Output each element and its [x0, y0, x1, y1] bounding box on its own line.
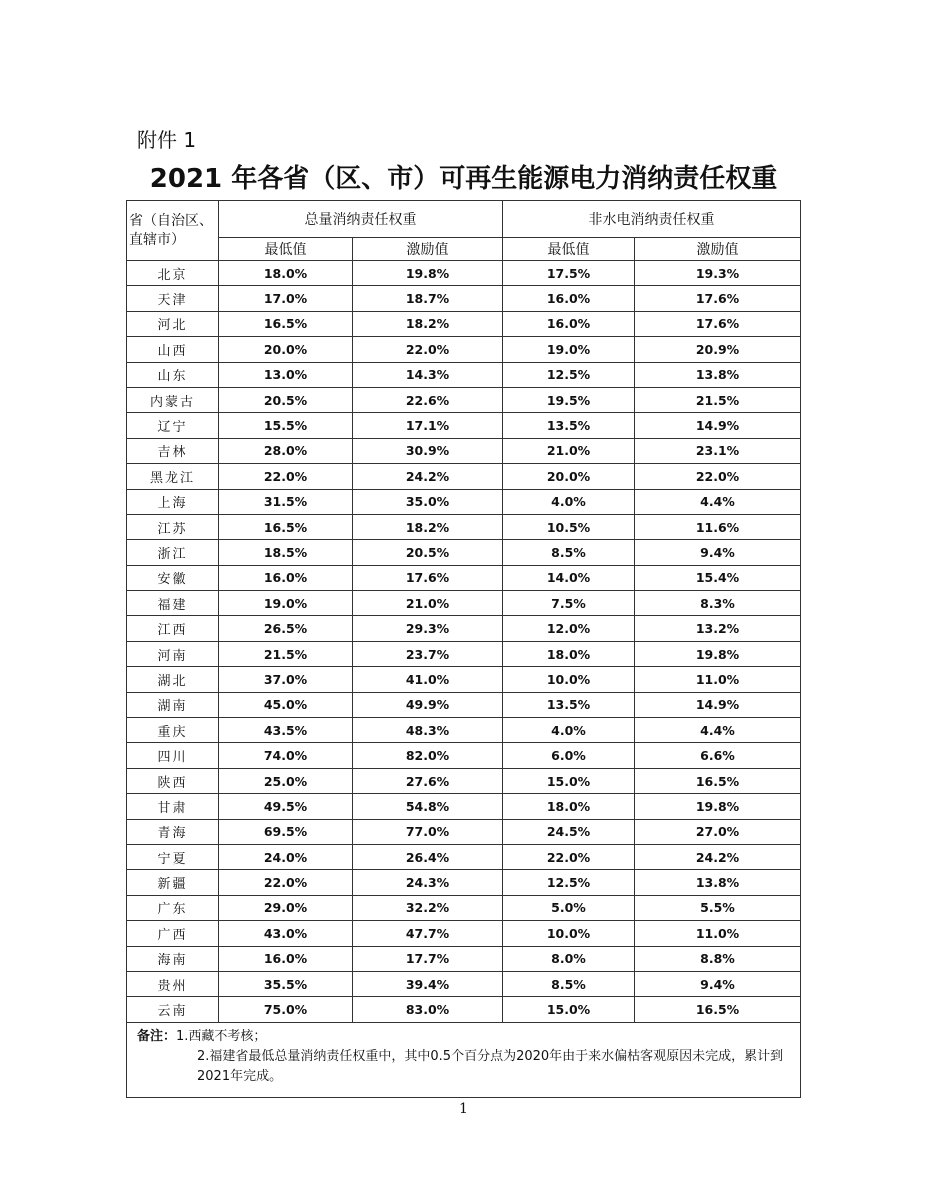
table-row: [127, 311, 801, 336]
total-incentive-cell: 48.3%: [353, 718, 503, 743]
total-incentive-cell: 21.0%: [353, 591, 503, 616]
total-min-cell: 19.0%: [219, 591, 353, 616]
province-cell: 浙江: [127, 540, 219, 565]
table-row: [127, 616, 801, 641]
table-row: [127, 438, 801, 463]
nonhydro-min-header: 最低值: [503, 238, 635, 261]
nonhydro-min-cell: 21.0%: [503, 438, 635, 463]
table-row: [127, 337, 801, 362]
table-header-row-2: [127, 238, 801, 261]
nonhydro-min-cell: 12.0%: [503, 616, 635, 641]
nonhydro-min-cell: 12.5%: [503, 870, 635, 895]
province-cell: 云南: [127, 997, 219, 1022]
total-incentive-cell: 17.1%: [353, 413, 503, 438]
nonhydro-min-cell: 15.0%: [503, 997, 635, 1022]
table-row: [127, 514, 801, 539]
table-row: [127, 794, 801, 819]
nonhydro-incentive-cell: 4.4%: [635, 718, 801, 743]
total-min-cell: 74.0%: [219, 743, 353, 768]
total-min-cell: 43.5%: [219, 718, 353, 743]
province-cell: 湖北: [127, 667, 219, 692]
weights-table: [126, 200, 801, 1098]
total-incentive-cell: 30.9%: [353, 438, 503, 463]
nonhydro-incentive-cell: 17.6%: [635, 311, 801, 336]
total-incentive-cell: 82.0%: [353, 743, 503, 768]
table-row: [127, 591, 801, 616]
total-incentive-cell: 17.7%: [353, 946, 503, 971]
total-min-cell: 22.0%: [219, 870, 353, 895]
nonhydro-min-cell: 8.5%: [503, 971, 635, 996]
notes-row: [127, 1022, 801, 1097]
total-min-cell: 22.0%: [219, 464, 353, 489]
total-incentive-cell: 18.2%: [353, 514, 503, 539]
nonhydro-incentive-cell: 15.4%: [635, 565, 801, 590]
total-incentive-cell: 83.0%: [353, 997, 503, 1022]
nonhydro-incentive-cell: 14.9%: [635, 692, 801, 717]
nonhydro-min-cell: 13.5%: [503, 692, 635, 717]
nonhydro-min-cell: 22.0%: [503, 844, 635, 869]
nonhydro-incentive-cell: 11.6%: [635, 514, 801, 539]
notes-label: 备注：: [137, 1028, 177, 1044]
province-cell: 内蒙古: [127, 387, 219, 412]
province-cell: 宁夏: [127, 844, 219, 869]
nonhydro-min-cell: 17.5%: [503, 261, 635, 286]
total-min-cell: 18.0%: [219, 261, 353, 286]
nonhydro-incentive-cell: 21.5%: [635, 387, 801, 412]
table-row: [127, 387, 801, 412]
nonhydro-min-cell: 18.0%: [503, 794, 635, 819]
nonhydro-min-cell: 8.0%: [503, 946, 635, 971]
nonhydro-min-cell: 20.0%: [503, 464, 635, 489]
province-cell: 湖南: [127, 692, 219, 717]
total-incentive-cell: 22.6%: [353, 387, 503, 412]
province-cell: 山东: [127, 362, 219, 387]
nonhydro-incentive-cell: 8.3%: [635, 591, 801, 616]
note-2: 2.福建省最低总量消纳责任权重中，其中0.5个百分点为2020年由于来水偏枯客观原因未完成，累计到2021年完成。: [197, 1048, 784, 1084]
nonhydro-min-cell: 7.5%: [503, 591, 635, 616]
total-min-cell: 16.5%: [219, 514, 353, 539]
table-row: [127, 895, 801, 920]
province-cell: 河南: [127, 641, 219, 666]
nonhydro-incentive-cell: 11.0%: [635, 921, 801, 946]
nonhydro-min-cell: 18.0%: [503, 641, 635, 666]
nonhydro-weight-header: 非水电消纳责任权重: [503, 201, 801, 238]
page-number: 1: [459, 1101, 468, 1117]
table-row: [127, 743, 801, 768]
total-min-cell: 69.5%: [219, 819, 353, 844]
nonhydro-incentive-cell: 23.1%: [635, 438, 801, 463]
province-cell: 安徽: [127, 565, 219, 590]
province-cell: 重庆: [127, 718, 219, 743]
total-weight-header: 总量消纳责任权重: [219, 201, 503, 238]
total-min-cell: 45.0%: [219, 692, 353, 717]
table-row: [127, 286, 801, 311]
nonhydro-incentive-cell: 4.4%: [635, 489, 801, 514]
table-row: [127, 261, 801, 286]
total-min-cell: 35.5%: [219, 971, 353, 996]
nonhydro-min-cell: 19.5%: [503, 387, 635, 412]
table-row: [127, 946, 801, 971]
total-incentive-cell: 41.0%: [353, 667, 503, 692]
province-cell: 新疆: [127, 870, 219, 895]
table-row: [127, 692, 801, 717]
nonhydro-incentive-cell: 19.8%: [635, 794, 801, 819]
total-incentive-cell: 14.3%: [353, 362, 503, 387]
total-min-cell: 13.0%: [219, 362, 353, 387]
total-incentive-cell: 19.8%: [353, 261, 503, 286]
total-min-cell: 16.0%: [219, 946, 353, 971]
nonhydro-min-cell: 14.0%: [503, 565, 635, 590]
document-title: 2021 年各省（区、市）可再生能源电力消纳责任权重: [149, 164, 778, 194]
province-cell: 福建: [127, 591, 219, 616]
note-1: 1.西藏不考核；: [176, 1028, 267, 1044]
table-row: [127, 540, 801, 565]
total-incentive-cell: 49.9%: [353, 692, 503, 717]
province-cell: 江苏: [127, 514, 219, 539]
province-cell: 贵州: [127, 971, 219, 996]
total-incentive-cell: 22.0%: [353, 337, 503, 362]
province-cell: 广东: [127, 895, 219, 920]
province-cell: 天津: [127, 286, 219, 311]
province-cell: 吉林: [127, 438, 219, 463]
total-min-cell: 25.0%: [219, 768, 353, 793]
total-min-cell: 29.0%: [219, 895, 353, 920]
total-incentive-cell: 77.0%: [353, 819, 503, 844]
nonhydro-incentive-cell: 11.0%: [635, 667, 801, 692]
table-row: [127, 997, 801, 1022]
table-header-row-1: [127, 201, 801, 238]
province-cell: 青海: [127, 819, 219, 844]
nonhydro-incentive-cell: 22.0%: [635, 464, 801, 489]
nonhydro-incentive-cell: 20.9%: [635, 337, 801, 362]
total-incentive-cell: 17.6%: [353, 565, 503, 590]
province-cell: 海南: [127, 946, 219, 971]
province-cell: 北京: [127, 261, 219, 286]
total-min-cell: 15.5%: [219, 413, 353, 438]
province-cell: 广西: [127, 921, 219, 946]
province-cell: 黑龙江: [127, 464, 219, 489]
total-incentive-cell: 27.6%: [353, 768, 503, 793]
nonhydro-min-cell: 12.5%: [503, 362, 635, 387]
total-incentive-cell: 54.8%: [353, 794, 503, 819]
province-cell: 上海: [127, 489, 219, 514]
total-min-cell: 26.5%: [219, 616, 353, 641]
table-row: [127, 413, 801, 438]
total-incentive-cell: 24.3%: [353, 870, 503, 895]
nonhydro-incentive-cell: 17.6%: [635, 286, 801, 311]
table-row: [127, 971, 801, 996]
attachment-label: 附件 1: [137, 128, 197, 152]
table-row: [127, 718, 801, 743]
province-cell: 江西: [127, 616, 219, 641]
province-cell: 甘肃: [127, 794, 219, 819]
province-cell: 辽宁: [127, 413, 219, 438]
notes-cell: [127, 1022, 801, 1097]
total-incentive-cell: 23.7%: [353, 641, 503, 666]
table-row: [127, 768, 801, 793]
nonhydro-min-cell: 10.0%: [503, 667, 635, 692]
nonhydro-incentive-cell: 9.4%: [635, 971, 801, 996]
province-column-header: 省（自治区、直辖市）: [127, 201, 219, 261]
table-row: [127, 870, 801, 895]
total-min-cell: 24.0%: [219, 844, 353, 869]
nonhydro-min-cell: 24.5%: [503, 819, 635, 844]
total-incentive-cell: 35.0%: [353, 489, 503, 514]
total-min-cell: 28.0%: [219, 438, 353, 463]
nonhydro-min-cell: 6.0%: [503, 743, 635, 768]
total-incentive-header: 激励值: [353, 238, 503, 261]
table-row: [127, 489, 801, 514]
total-incentive-cell: 29.3%: [353, 616, 503, 641]
total-incentive-cell: 47.7%: [353, 921, 503, 946]
total-min-cell: 16.0%: [219, 565, 353, 590]
nonhydro-incentive-cell: 14.9%: [635, 413, 801, 438]
nonhydro-incentive-cell: 9.4%: [635, 540, 801, 565]
nonhydro-min-cell: 19.0%: [503, 337, 635, 362]
nonhydro-min-cell: 5.0%: [503, 895, 635, 920]
nonhydro-min-cell: 16.0%: [503, 286, 635, 311]
total-incentive-cell: 26.4%: [353, 844, 503, 869]
total-min-cell: 20.5%: [219, 387, 353, 412]
table-row: [127, 667, 801, 692]
nonhydro-incentive-cell: 6.6%: [635, 743, 801, 768]
nonhydro-incentive-cell: 8.8%: [635, 946, 801, 971]
total-incentive-cell: 20.5%: [353, 540, 503, 565]
total-incentive-cell: 24.2%: [353, 464, 503, 489]
province-cell: 四川: [127, 743, 219, 768]
total-min-cell: 20.0%: [219, 337, 353, 362]
total-min-cell: 21.5%: [219, 641, 353, 666]
total-incentive-cell: 39.4%: [353, 971, 503, 996]
table-row: [127, 464, 801, 489]
nonhydro-min-cell: 10.0%: [503, 921, 635, 946]
table-row: [127, 641, 801, 666]
total-min-cell: 16.5%: [219, 311, 353, 336]
nonhydro-min-cell: 13.5%: [503, 413, 635, 438]
total-min-cell: 49.5%: [219, 794, 353, 819]
nonhydro-incentive-cell: 13.2%: [635, 616, 801, 641]
total-min-cell: 18.5%: [219, 540, 353, 565]
total-min-header: 最低值: [219, 238, 353, 261]
nonhydro-min-cell: 16.0%: [503, 311, 635, 336]
total-min-cell: 31.5%: [219, 489, 353, 514]
table-row: [127, 819, 801, 844]
nonhydro-incentive-cell: 19.3%: [635, 261, 801, 286]
nonhydro-min-cell: 8.5%: [503, 540, 635, 565]
table-row: [127, 844, 801, 869]
total-min-cell: 37.0%: [219, 667, 353, 692]
nonhydro-incentive-header: 激励值: [635, 238, 801, 261]
nonhydro-incentive-cell: 16.5%: [635, 768, 801, 793]
nonhydro-incentive-cell: 27.0%: [635, 819, 801, 844]
nonhydro-min-cell: 15.0%: [503, 768, 635, 793]
total-min-cell: 17.0%: [219, 286, 353, 311]
nonhydro-incentive-cell: 5.5%: [635, 895, 801, 920]
table-row: [127, 362, 801, 387]
total-min-cell: 43.0%: [219, 921, 353, 946]
nonhydro-incentive-cell: 24.2%: [635, 844, 801, 869]
province-cell: 山西: [127, 337, 219, 362]
province-cell: 陕西: [127, 768, 219, 793]
nonhydro-incentive-cell: 16.5%: [635, 997, 801, 1022]
total-incentive-cell: 18.2%: [353, 311, 503, 336]
nonhydro-min-cell: 4.0%: [503, 489, 635, 514]
nonhydro-min-cell: 10.5%: [503, 514, 635, 539]
table-row: [127, 565, 801, 590]
nonhydro-incentive-cell: 13.8%: [635, 870, 801, 895]
total-incentive-cell: 18.7%: [353, 286, 503, 311]
nonhydro-incentive-cell: 13.8%: [635, 362, 801, 387]
table-row: [127, 921, 801, 946]
nonhydro-min-cell: 4.0%: [503, 718, 635, 743]
nonhydro-incentive-cell: 19.8%: [635, 641, 801, 666]
total-min-cell: 75.0%: [219, 997, 353, 1022]
total-incentive-cell: 32.2%: [353, 895, 503, 920]
province-cell: 河北: [127, 311, 219, 336]
